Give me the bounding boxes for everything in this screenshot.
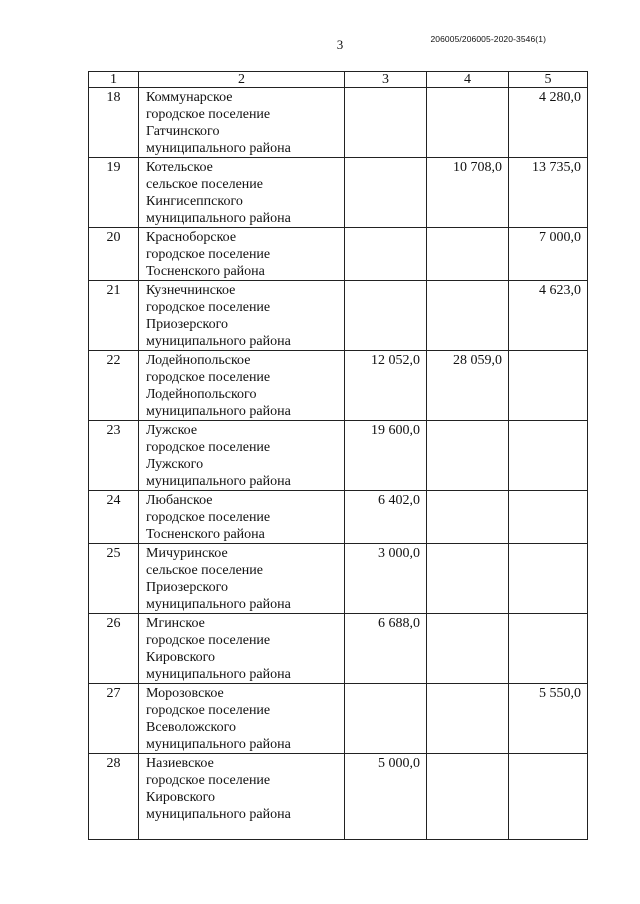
table-row: [89, 491, 588, 544]
amount-column-4: [427, 88, 509, 158]
settlement-name-line: городское поселение: [146, 370, 271, 385]
amount-column-3: [345, 88, 427, 158]
amount-column-4: [427, 491, 509, 544]
allocation-table: [88, 71, 588, 840]
amount-column-5: [509, 351, 588, 421]
row-number: 24: [89, 491, 139, 544]
settlement-name-line: муниципального района: [146, 334, 291, 349]
amount-column-3: [345, 228, 427, 281]
settlement-name-line: муниципального района: [146, 807, 291, 822]
settlement-name-line: Лужское: [146, 423, 198, 438]
amount-column-3: [345, 158, 427, 228]
settlement-name-line: муниципального района: [146, 474, 291, 489]
settlement-name-line: Котельское: [146, 160, 213, 175]
column-header: 2: [139, 72, 345, 88]
table-body: [89, 88, 588, 840]
amount-column-5: 4 280,0: [509, 88, 588, 158]
settlement-name-line: Кировского: [146, 790, 216, 805]
row-number: 26: [89, 614, 139, 684]
row-number: 25: [89, 544, 139, 614]
row-number: 28: [89, 754, 139, 840]
settlement-name-line: Приозерского: [146, 580, 229, 595]
settlement-name-line: Красноборское: [146, 230, 237, 245]
settlement-name-line: городское поселение: [146, 703, 271, 718]
settlement-name-line: муниципального района: [146, 667, 291, 682]
settlement-name-line: Лодейнопольское: [146, 353, 251, 368]
settlement-name-line: Назиевское: [146, 756, 214, 771]
settlement-name-cell: [139, 684, 345, 754]
column-header: 1: [89, 72, 139, 88]
row-number: 19: [89, 158, 139, 228]
settlement-name-cell: [139, 754, 345, 840]
amount-column-5: 7 000,0: [509, 228, 588, 281]
amount-column-5: [509, 544, 588, 614]
amount-column-3: [345, 684, 427, 754]
settlement-name-line: Лужского: [146, 457, 204, 472]
table-row: [89, 421, 588, 491]
settlement-name-line: Тосненского района: [146, 264, 265, 279]
amount-column-3: 6 402,0: [345, 491, 427, 544]
amount-column-5: [509, 614, 588, 684]
settlement-name-cell: [139, 281, 345, 351]
row-number: 21: [89, 281, 139, 351]
amount-column-5: 5 550,0: [509, 684, 588, 754]
settlement-name-line: Кировского: [146, 650, 216, 665]
settlement-name-line: городское поселение: [146, 107, 271, 122]
settlement-name-line: муниципального района: [146, 211, 291, 226]
table-row: [89, 544, 588, 614]
amount-column-4: [427, 684, 509, 754]
settlement-name-line: сельское поселение: [146, 177, 263, 192]
amount-column-3: 19 600,0: [345, 421, 427, 491]
column-header: 5: [509, 72, 588, 88]
settlement-name-line: Приозерского: [146, 317, 229, 332]
amount-column-4: [427, 754, 509, 840]
table-row: [89, 228, 588, 281]
settlement-name-line: Мгинское: [146, 616, 205, 631]
amount-column-3: [345, 281, 427, 351]
settlement-name-cell: [139, 88, 345, 158]
table-row: [89, 684, 588, 754]
settlement-name-line: Кузнечнинское: [146, 283, 236, 298]
amount-column-4: 28 059,0: [427, 351, 509, 421]
amount-column-5: [509, 754, 588, 840]
settlement-name-line: Тосненского района: [146, 527, 265, 542]
settlement-name-line: сельское поселение: [146, 563, 263, 578]
amount-column-4: [427, 228, 509, 281]
settlement-name-line: городское поселение: [146, 773, 271, 788]
settlement-name-cell: [139, 158, 345, 228]
row-number: 20: [89, 228, 139, 281]
settlement-name-cell: [139, 228, 345, 281]
settlement-name-cell: [139, 421, 345, 491]
settlement-name-line: Кингисеппского: [146, 194, 243, 209]
settlement-name-line: городское поселение: [146, 300, 271, 315]
table-row: [89, 281, 588, 351]
amount-column-5: [509, 491, 588, 544]
settlement-name-line: муниципального района: [146, 597, 291, 612]
document-id: 206005/206005-2020-3546(1): [430, 34, 546, 44]
settlement-name-cell: [139, 351, 345, 421]
amount-column-3: 12 052,0: [345, 351, 427, 421]
table-row: [89, 754, 588, 840]
settlement-name-cell: [139, 491, 345, 544]
table-row: [89, 88, 588, 158]
settlement-name-line: Мичуринское: [146, 546, 228, 561]
settlement-name-line: муниципального района: [146, 141, 291, 156]
page-number: 3: [336, 37, 344, 52]
table-row: [89, 351, 588, 421]
amount-column-3: 6 688,0: [345, 614, 427, 684]
amount-column-5: 13 735,0: [509, 158, 588, 228]
settlement-name-cell: [139, 614, 345, 684]
settlement-name-line: Коммунарское: [146, 90, 233, 105]
amount-column-3: 5 000,0: [345, 754, 427, 840]
amount-column-4: [427, 421, 509, 491]
amount-column-5: [509, 421, 588, 491]
row-number: 23: [89, 421, 139, 491]
column-header: 4: [427, 72, 509, 88]
amount-column-3: 3 000,0: [345, 544, 427, 614]
row-number: 18: [89, 88, 139, 158]
settlement-name-line: муниципального района: [146, 404, 291, 419]
settlement-name-line: городское поселение: [146, 633, 271, 648]
settlement-name-line: Лодейнопольского: [146, 387, 257, 402]
settlement-name-line: муниципального района: [146, 737, 291, 752]
table-header-row: [89, 72, 588, 88]
settlement-name-line: городское поселение: [146, 247, 271, 262]
amount-column-4: 10 708,0: [427, 158, 509, 228]
amount-column-4: [427, 281, 509, 351]
amount-column-4: [427, 544, 509, 614]
row-number: 22: [89, 351, 139, 421]
row-number: 27: [89, 684, 139, 754]
table-row: [89, 158, 588, 228]
settlement-name-line: Гатчинского: [146, 124, 220, 139]
settlement-name-line: Любанское: [146, 493, 213, 508]
settlement-name-line: Морозовское: [146, 686, 224, 701]
table-row: [89, 614, 588, 684]
settlement-name-line: городское поселение: [146, 510, 271, 525]
settlement-name-line: городское поселение: [146, 440, 271, 455]
amount-column-5: 4 623,0: [509, 281, 588, 351]
amount-column-4: [427, 614, 509, 684]
settlement-name-cell: [139, 544, 345, 614]
column-header: 3: [345, 72, 427, 88]
settlement-name-line: Всеволожского: [146, 720, 237, 735]
